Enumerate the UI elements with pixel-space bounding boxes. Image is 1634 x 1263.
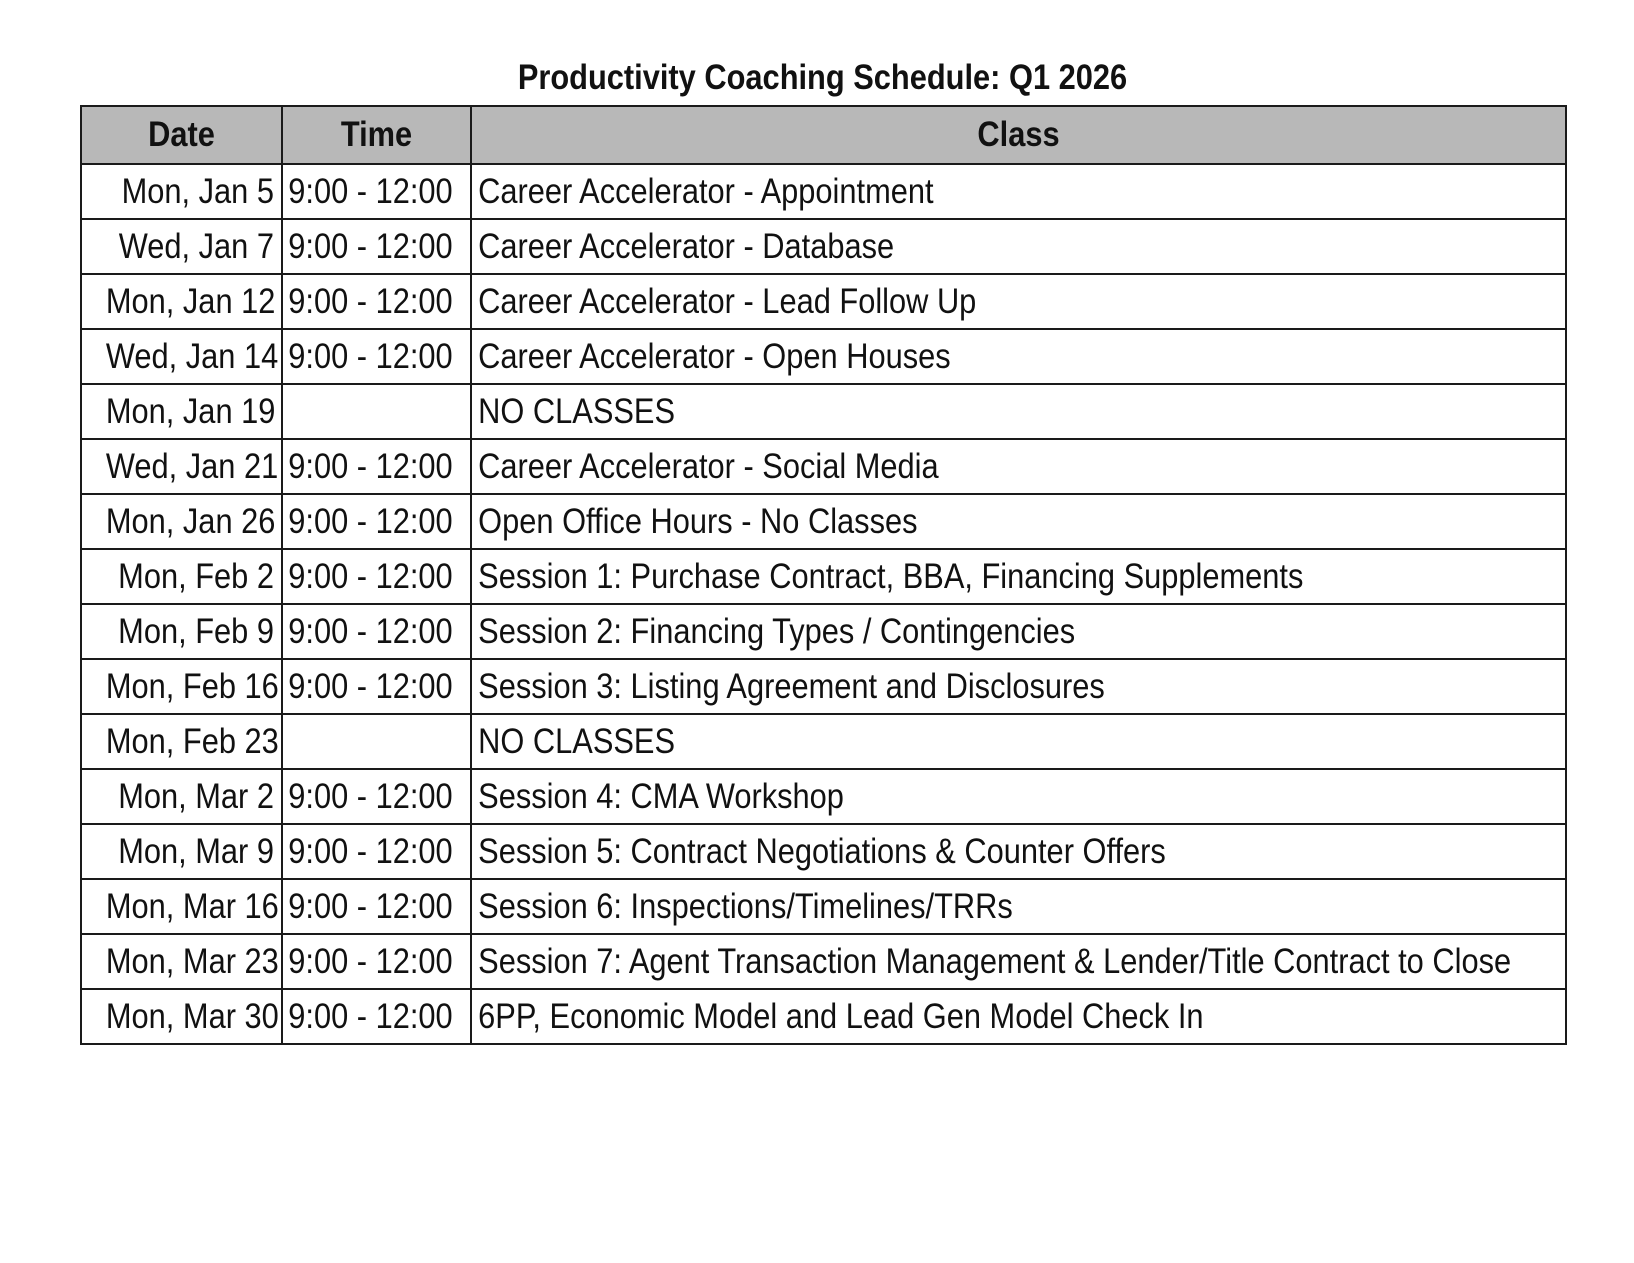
cell-class-text: Session 2: Financing Types / Contingencies <box>478 612 1076 651</box>
cell-time-text: 9:00 - 12:00 <box>288 667 453 706</box>
cell-time <box>282 164 471 219</box>
cell-time-text: 9:00 - 12:00 <box>288 337 453 376</box>
cell-date <box>81 274 282 329</box>
schedule-table <box>80 105 1567 1045</box>
table-row <box>81 879 1566 934</box>
table-header <box>81 106 1566 164</box>
cell-time <box>282 604 471 659</box>
cell-class <box>471 714 1566 769</box>
table-row <box>81 219 1566 274</box>
cell-date-text: Mon, Feb 16 <box>105 667 279 706</box>
cell-class-text: Session 4: CMA Workshop <box>478 777 844 816</box>
cell-class <box>471 549 1566 604</box>
cell-date-text: Mon, Feb 9 <box>118 612 274 651</box>
cell-date <box>81 659 282 714</box>
cell-class <box>471 604 1566 659</box>
cell-date-text: Mon, Jan 5 <box>121 172 274 211</box>
cell-time-text: 9:00 - 12:00 <box>288 942 453 981</box>
table-row <box>81 769 1566 824</box>
cell-class-text: NO CLASSES <box>478 392 676 431</box>
cell-time <box>282 714 471 769</box>
table-row <box>81 164 1566 219</box>
cell-date <box>81 769 282 824</box>
cell-date <box>81 384 282 439</box>
cell-class-text: Career Accelerator - Lead Follow Up <box>478 282 977 321</box>
cell-time <box>282 879 471 934</box>
cell-date-text: Mon, Mar 16 <box>105 887 279 926</box>
cell-class-text: Career Accelerator - Database <box>478 227 895 266</box>
cell-time <box>282 439 471 494</box>
table-body <box>81 164 1566 1044</box>
cell-class <box>471 164 1566 219</box>
table-row <box>81 274 1566 329</box>
table-row <box>81 824 1566 879</box>
cell-class-text: Session 5: Contract Negotiations & Counter Offers <box>478 832 1166 871</box>
cell-date-text: Wed, Jan 21 <box>105 447 279 486</box>
cell-class <box>471 824 1566 879</box>
cell-class-text: 6PP, Economic Model and Lead Gen Model Check In <box>478 997 1204 1036</box>
cell-date-text: Mon, Feb 23 <box>105 722 279 761</box>
cell-time-text: 9:00 - 12:00 <box>288 832 453 871</box>
cell-time <box>282 494 471 549</box>
cell-time-text: 9:00 - 12:00 <box>288 777 453 816</box>
cell-time-text: 9:00 - 12:00 <box>288 282 453 321</box>
cell-class-text: Career Accelerator - Social Media <box>478 447 939 486</box>
cell-class <box>471 934 1566 989</box>
column-header-time <box>282 106 471 164</box>
cell-date-text: Mon, Mar 9 <box>118 832 274 871</box>
cell-date-text: Wed, Jan 14 <box>105 337 279 376</box>
table-row <box>81 549 1566 604</box>
page-title: Productivity Coaching Schedule: Q1 2026 <box>517 58 1128 97</box>
cell-date <box>81 989 282 1044</box>
cell-class-text: Session 3: Listing Agreement and Disclosures <box>478 667 1105 706</box>
cell-date <box>81 824 282 879</box>
cell-class-text: Session 7: Agent Transaction Management & Lender/Title Contract to Close <box>478 942 1512 981</box>
cell-date <box>81 879 282 934</box>
cell-date <box>81 329 282 384</box>
cell-time <box>282 329 471 384</box>
cell-class <box>471 274 1566 329</box>
cell-time-text: 9:00 - 12:00 <box>288 502 453 541</box>
cell-date <box>81 714 282 769</box>
cell-time-text: 9:00 - 12:00 <box>288 172 453 211</box>
cell-class <box>471 329 1566 384</box>
cell-date-text: Mon, Feb 2 <box>118 557 274 596</box>
cell-time-text: 9:00 - 12:00 <box>288 557 453 596</box>
cell-class <box>471 659 1566 714</box>
table-row <box>81 714 1566 769</box>
cell-class <box>471 439 1566 494</box>
cell-class-text: Session 6: Inspections/Timelines/TRRs <box>478 887 1013 926</box>
cell-date <box>81 164 282 219</box>
cell-date <box>81 604 282 659</box>
cell-date <box>81 934 282 989</box>
cell-class-text: Career Accelerator - Appointment <box>478 172 934 211</box>
cell-class-text: Open Office Hours - No Classes <box>478 502 918 541</box>
cell-date-text: Wed, Jan 7 <box>118 227 274 266</box>
cell-date <box>81 439 282 494</box>
cell-class-text: Career Accelerator - Open Houses <box>478 337 951 376</box>
table-row <box>81 384 1566 439</box>
cell-date <box>81 549 282 604</box>
cell-class-text: Session 1: Purchase Contract, BBA, Financing Supplements <box>478 557 1304 596</box>
cell-time <box>282 219 471 274</box>
table-row <box>81 439 1566 494</box>
cell-time <box>282 824 471 879</box>
column-header-date-label: Date <box>148 115 215 154</box>
cell-class-text: NO CLASSES <box>478 722 676 761</box>
cell-date-text: Mon, Mar 23 <box>105 942 279 981</box>
table-row <box>81 989 1566 1044</box>
cell-class <box>471 219 1566 274</box>
table-row <box>81 494 1566 549</box>
cell-time-text: 9:00 - 12:00 <box>288 887 453 926</box>
cell-time-text: 9:00 - 12:00 <box>288 612 453 651</box>
cell-date-text: Mon, Mar 30 <box>105 997 279 1036</box>
cell-class <box>471 384 1566 439</box>
header-row <box>81 106 1566 164</box>
cell-time <box>282 659 471 714</box>
cell-date <box>81 219 282 274</box>
cell-time-text: 9:00 - 12:00 <box>288 997 453 1036</box>
cell-date-text: Mon, Jan 12 <box>105 282 276 321</box>
column-header-class <box>471 106 1566 164</box>
table-row <box>81 329 1566 384</box>
cell-time <box>282 549 471 604</box>
column-header-time-label: Time <box>340 115 413 154</box>
cell-date-text: Mon, Jan 19 <box>105 392 276 431</box>
cell-class <box>471 769 1566 824</box>
cell-date-text: Mon, Jan 26 <box>105 502 276 541</box>
table-row <box>81 934 1566 989</box>
cell-class <box>471 494 1566 549</box>
cell-time <box>282 934 471 989</box>
cell-time <box>282 989 471 1044</box>
cell-date-text: Mon, Mar 2 <box>118 777 274 816</box>
cell-time <box>282 274 471 329</box>
cell-time-text: 9:00 - 12:00 <box>288 227 453 266</box>
cell-class <box>471 879 1566 934</box>
cell-class <box>471 989 1566 1044</box>
table-row <box>81 659 1566 714</box>
cell-time <box>282 769 471 824</box>
cell-time-text: 9:00 - 12:00 <box>288 447 453 486</box>
table-row <box>81 604 1566 659</box>
cell-date <box>81 494 282 549</box>
column-header-class-label: Class <box>977 115 1060 154</box>
cell-time <box>282 384 471 439</box>
column-header-date <box>81 106 282 164</box>
